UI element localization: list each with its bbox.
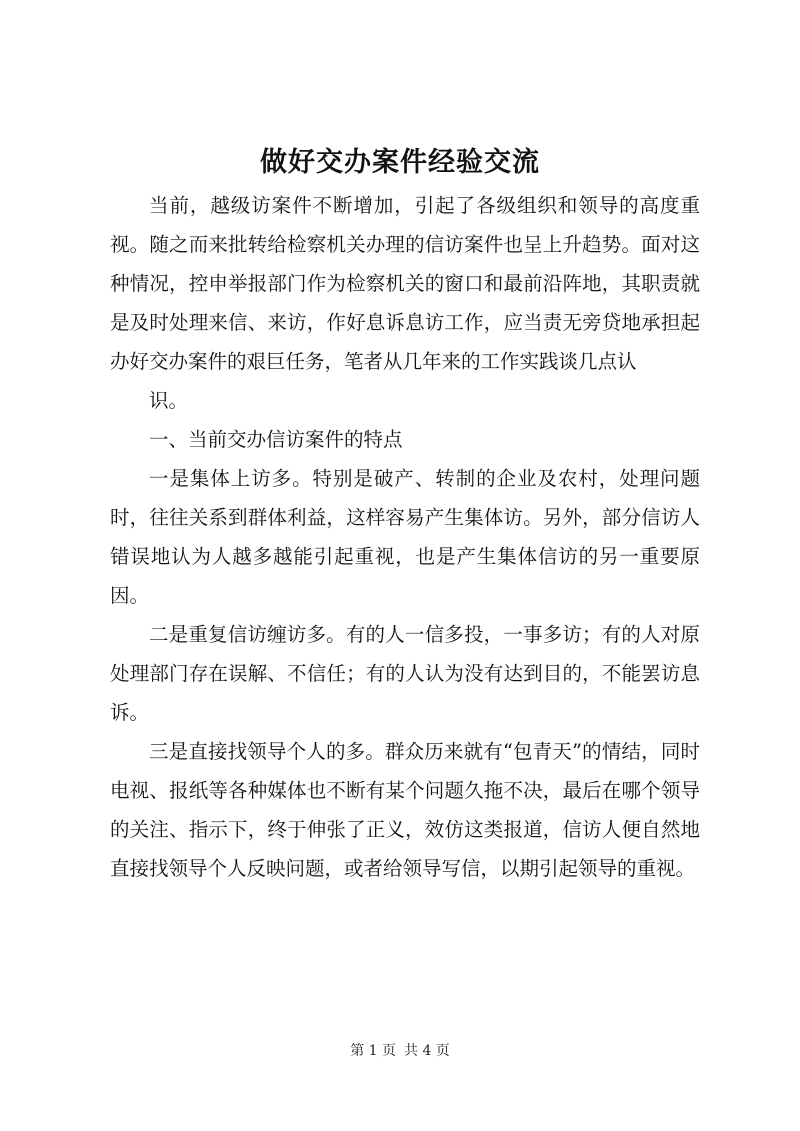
page-total: 共 4 页 bbox=[404, 1043, 450, 1059]
paragraph-intro: 当前，越级访案件不断增加，引起了各级组织和领导的高度重视。随之而来批转给检察机关办理的信访案件也呈上升趋势。面对这种情况，控申举报部门作为检察机关的窗口和最前沿阵地，其职责就是及时处理来信、来访，作好息诉息访工作，应当责无旁贷地承担起办好交办案件的艰巨任务，笔者从几年来的工作实践谈几点认 bbox=[110, 194, 700, 373]
section-heading: 一、当前交办信访案件的特点 bbox=[149, 428, 403, 451]
paragraph-continuation: 识。 bbox=[149, 389, 189, 412]
page-footer bbox=[0, 1040, 800, 1060]
page-number: 第 1 页 bbox=[350, 1043, 396, 1059]
document-body bbox=[110, 186, 700, 888]
paragraph-point-2: 二是重复信访缠访多。有的人一信多投，一事多访；有的人对原处理部门存在误解、不信任；有的人认为没有达到目的，不能罢访息诉。 bbox=[110, 623, 700, 724]
document-title: 做好交办案件经验交流 bbox=[260, 147, 540, 178]
paragraph-point-1: 一是集体上访多。特别是破产、转制的企业及农村，处理问题时，往往关系到群体利益，这样容易产生集体访。另外，部分信访人错误地认为人越多越能引起重视，也是产生集体信访的另一重要原因。 bbox=[110, 467, 700, 607]
paragraph-point-3: 三是直接找领导个人的多。群众历来就有“包青天”的情结，同时电视、报纸等各种媒体也不断有某个问题久拖不决，最后在哪个领导的关注、指示下，终于伸张了正义，效仿这类报道，信访人便自然地直接找领导个人反映问题，或者给领导写信，以期引起领导的重视。 bbox=[110, 740, 700, 880]
